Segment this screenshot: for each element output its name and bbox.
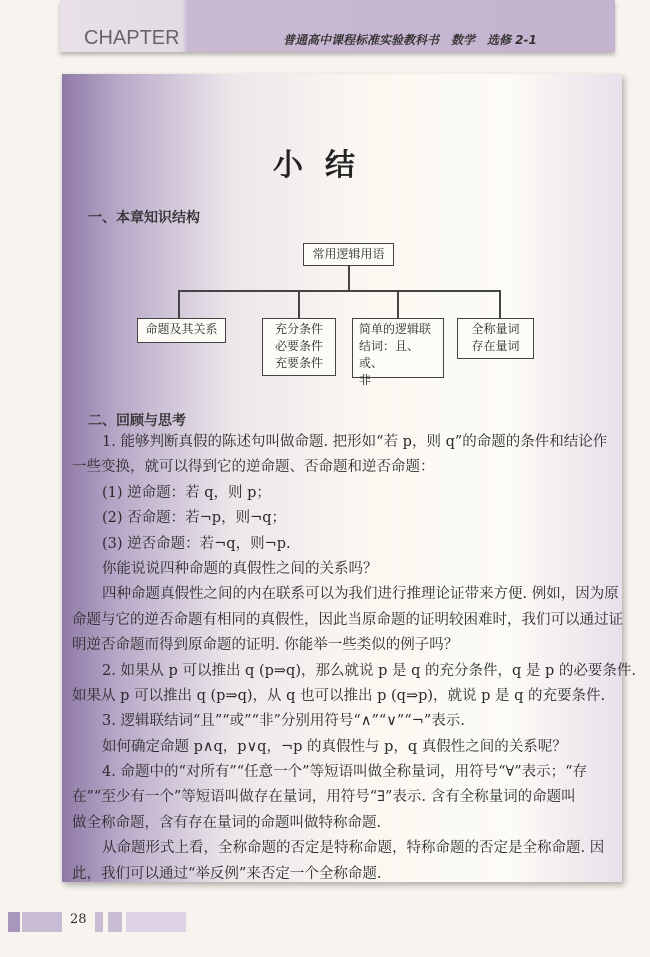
- text-line: 4. 命题中的“对所有”“任意一个”等短语叫做全称量词，用符号“∀”表示；“存: [102, 764, 588, 781]
- diagram-box-connectives: [352, 318, 444, 387]
- text-line: 命题与它的逆否命题有相同的真假性，因此当原命题的证明较困难时，我们可以通过证: [72, 611, 623, 628]
- box-line: 全称量词: [471, 322, 520, 336]
- text-line: 从命题形式上看，全称命题的否定是特称命题，特称命题的否定是全称命题. 因: [102, 840, 605, 857]
- text-line: 明逆否命题而得到原命题的证明. 你能举一些类似的例子吗？: [72, 637, 459, 654]
- box-line: 必要条件: [274, 339, 323, 353]
- box-line: 非: [359, 373, 372, 387]
- text-line: 3. 逻辑联结词“且”“或”“非”分别用符号“∧”“∨”“¬”表示.: [102, 713, 465, 730]
- box-line: 充要条件: [274, 356, 323, 370]
- connector: [178, 290, 180, 318]
- text-line: 四种命题真假性之间的内在联系可以为我们进行推理论证带来方便. 例如，因为原: [102, 586, 619, 603]
- text-line: (1) 逆命题：若 q，则 p；: [102, 484, 271, 501]
- book-series-title: 普通高中课程标准实验教科书 数学 选修 2-1: [283, 33, 537, 47]
- text-line: 做全称命题，含有存在量词的命题叫做特称命题.: [72, 814, 382, 831]
- page-title: 小结: [273, 148, 377, 183]
- text-line: 2. 如果从 p 可以推出 q (p⇒q)，那么就说 p 是 q 的充分条件，q 是 p 的必要条件.: [102, 662, 636, 679]
- connector: [348, 266, 350, 290]
- page-number: 28: [70, 912, 87, 927]
- connector: [499, 290, 501, 318]
- diagram-root-box: [303, 243, 394, 266]
- diagram-box-quantifiers: [457, 318, 534, 359]
- text-line: (3) 逆否命题：若¬q，则¬p.: [102, 535, 291, 552]
- box-line: 命题及其关系: [145, 322, 218, 336]
- connector: [397, 290, 399, 318]
- diagram-box-propositions: [137, 318, 226, 343]
- review-text: [72, 430, 636, 887]
- text-line: 1. 能够判断真假的陈述句叫做命题. 把形如“若 p，则 q”的命题的条件和结论作: [102, 434, 608, 450]
- connector: [298, 290, 300, 318]
- text-line: 你能说说四种命题的真假性之间的关系吗？: [102, 560, 378, 577]
- connector: [178, 290, 500, 292]
- section-heading-structure: 一、本章知识结构: [88, 210, 200, 226]
- box-line: 存在量词: [471, 339, 520, 353]
- text-line: (2) 否命题：若¬p，则¬q；: [102, 510, 287, 527]
- text-line: 如何确定命题 p∧q，p∨q，¬p 的真假性与 p，q 真假性之间的关系呢？: [102, 738, 567, 755]
- footer-bars: [0, 912, 650, 932]
- section-heading-review: 二、回顾与思考: [88, 413, 186, 429]
- diagram-root-label: 常用逻辑用语: [312, 247, 385, 261]
- text-line: 如果从 p 可以推出 q (p⇒q)，从 q 也可以推出 p (q⇒p)，就说 p 是 q 的充要条件.: [72, 687, 606, 704]
- box-line: 充分条件: [274, 322, 323, 336]
- text-line: 在”“至少有一个”等短语叫做存在量词，用符号“∃”表示. 含有全称量词的命题叫: [72, 789, 576, 806]
- text-line: 一些变换，就可以得到它的逆命题、否命题和逆否命题：: [72, 459, 435, 476]
- box-line: 结词：且、或、: [359, 339, 420, 370]
- text-line: 此，我们可以通过“举反例”来否定一个全称命题.: [72, 865, 382, 882]
- chapter-label: CHAPTER: [84, 27, 180, 49]
- diagram-box-conditions: [262, 318, 336, 376]
- box-line: 简单的逻辑联: [359, 322, 432, 336]
